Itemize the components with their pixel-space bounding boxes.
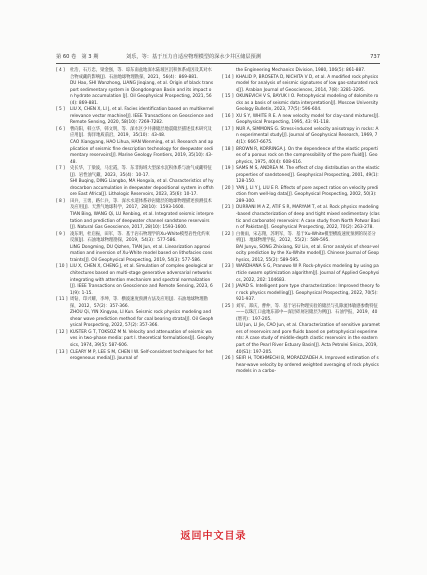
reference-text: BAI Junyu, SONG Zhixiang, SU Lin, et al. Error analysis of shear-velocity prediction by the Xu-White model[J]. Chinese Journal of Geophysics, 2012, 55(2): 589-595. [236, 244, 379, 263]
reference-text: CLEARY M P, LEE S M, CHEN I W. Self-consistent techniques for heterogeneous media[J]. Journal of [70, 349, 213, 362]
header-rule [56, 63, 380, 64]
reference-text: ZHOU Qi, YIN Xingyao, LI Kun. Seismic rock physics modeling and shear wave prediction method for coal bearing strata[J]. Oil Geophysical Prospecting, 2022, 57(2): 357-366. [70, 310, 214, 329]
page-number: 737 [370, 54, 380, 60]
reference-entry [222, 114, 380, 127]
reference-number: [ 23 ] [222, 264, 234, 270]
reference-entry [222, 304, 380, 324]
reference-entry [222, 264, 380, 284]
reference-entry [56, 245, 214, 265]
reference-number: [ 4 ] [56, 68, 65, 73]
reference-number: [ 11 ] [56, 297, 68, 303]
reference-entry [222, 205, 380, 231]
reference-text: SHI Buqing, DING Liangbo, MA Hongxia, et al. Characteristics of hydrocarbon accumulation in deepwater depositional system in offshore East Africa[J]. Lithologic Reservoirs, 2023, 35(6): 10-17. [70, 179, 214, 198]
reference-text: LIU X, CHEN X, LI J, et al. Facies identification based on multikernel relevance vector machine[J]. IEEE Transactions on Geoscience and Remote Sensing, 2020, 58(10): 7269-7282. [70, 107, 214, 126]
reference-entry [56, 166, 214, 179]
reference-entry [56, 350, 214, 363]
reference-number: [ 25 ] [222, 303, 234, 309]
reference-entry [56, 264, 214, 297]
reference-text: 曹向阳，韩立华，韩文明，等．深水区少井薄储层地震储层描述技术研究及应用[J]．海洋地质前沿，2019，35(10)：43-48． [70, 126, 212, 139]
reference-entry [222, 232, 380, 245]
reference-entry [56, 232, 214, 245]
reference-entry [56, 68, 214, 81]
reference-entry [56, 199, 214, 212]
reference-entry [222, 186, 380, 206]
reference-text: 刘军，郑庆，曹仲，等．基于岩石物理实验的储层与孔隙流体敏感参数特征——以珠江口盆地东部中—深层碎屑岩储层为例[J]．石油学报，2019，40(增刊)：197-205． [236, 303, 378, 322]
reference-entry [222, 75, 380, 95]
reference-entry [56, 212, 214, 232]
reference-entry [222, 94, 380, 114]
reference-number: [ 16 ] [222, 113, 234, 119]
reference-text: DU Hao, SHI Wanzhong, LIANG Jinqiang, et al. Origin of black transport sedimentary system in Qiongdongnan Basin and its impact on hydrate accumulation [J]. Oil Geophysical Prospecting, 2021, 56(4): 869-881. [70, 81, 214, 106]
reference-entry [56, 179, 214, 199]
reference-text: JAVAD S. Intelligent pore type characterization: Improved theory for rock physics modelling[J]. Geophysical Prospecting, 2022, 70(5): 921-937. [236, 284, 380, 303]
reference-text: 杜浩，石万忠，梁金强，等．琼东南盆地深水陆坡区沉积体系成因及其对水合物成藏的影响[J]．石油地球物理勘探，2021，56(4)：869-881． [70, 68, 212, 80]
reference-entry [222, 127, 380, 147]
reference-text: 白俊雨，宋志翔，苏明军，等．基于Xu-White模型横波速度预测的误差分析[J]．地球物理学报，2012，55(2)：589-595． [236, 231, 376, 244]
reference-text: CAO Xiangyang, HAO Lihua, HAN Wenming, et al. Research and application of seismic fine description technology for deepwater sedimentary reservoirs[J]. Marine Geology Frontiers, 2019, 35(10): 43-48. [70, 140, 214, 165]
reference-entry [56, 127, 214, 140]
references-right-column [222, 68, 380, 376]
reference-number: [ 7 ] [56, 166, 65, 172]
reference-entry [222, 166, 380, 186]
reference-entry [56, 297, 214, 310]
reference-number: [ 12 ] [56, 329, 68, 335]
volume-issue: 第 60 卷 第 3 期 [56, 54, 99, 60]
reference-entry [56, 81, 214, 107]
back-to-chinese-contents-link[interactable]: 返回中文目录 [180, 531, 247, 542]
reference-text: KUSTER G T, TOKSOZ M N. Velocity and attenuation of seismic waves in two-phase media: part I. theoretical formulations[J]. Geophysics, 1974, 39(5): 587-606. [70, 329, 214, 348]
reference-number: [ 10 ] [56, 264, 68, 270]
reference-text: KHALID P, BROSETA D, NICHITA V D, et al. A modified rock physics model for analysis of seismic signatures of low gas-saturated rocks[J]. Arabian Journal of Geosciences, 2014, 7(8): 3281-3295. [236, 74, 379, 93]
reference-number: [ 26 ] [222, 356, 234, 362]
reference-entry [222, 147, 380, 167]
reference-text: YAN J, LI Y J, LIU E R. Effects of pore aspect ratios on velocity prediction from well-log data[J]. Geophysical Prospecting, 2002, 50(3): 289-300. [236, 185, 379, 204]
reference-number: [ 15 ] [222, 94, 234, 100]
reference-text: NUR A, SIMMONS G. Stress-induced velocity anisotropy in rocks: An experimental study[J]. Journal of Geophysical Research, 1969, 74(1): 6667-6675. [236, 126, 379, 146]
reference-number: [ 21 ] [222, 205, 234, 211]
reference-text: SEIFI H, TOKHMECHI B, MORADZADEH A. Improved estimation of shear-wave velocity by ordered weighted averaging of rock physics models in a carbo- [236, 356, 379, 375]
reference-number: [ 17 ] [222, 126, 234, 132]
reference-entry [56, 310, 214, 330]
reference-number: [ 22 ] [222, 231, 234, 237]
reference-text: LING Dongming, DU Qizhen, TIAN Jun, et al. Linearization approximation and inversion of Xu-White model based on lithofacies constraints[J]. Oil Geophysical Prospecting, 2019, 54(3): 577-586. [70, 244, 213, 263]
reference-text: TIAN Bing, WANG Qi, LU Renbing, et al. Integrated seismic interpretation and prediction of deepwater channel sandstone reservoirs[J]. Natural Gas Geoscience, 2017, 28(10): 1593-1600. [70, 212, 214, 231]
reference-text: 周钻，印兴耀，李坤，等．横波速度预测方法及应用[J]．石油地球物理勘探，2012，57(2)：357-366． [70, 297, 208, 309]
reference-text: SAMS M S, ANDREA M. The effect of clay distribution on the elastic properties of sandstones[J]. Geophysical Prospecting, 2001, 49(1): 128-150. [236, 166, 380, 185]
page-header [56, 52, 380, 62]
reference-entry [222, 323, 380, 356]
reference-number: [ 9 ] [56, 231, 65, 237]
reference-text: DURRANI M A Z, ATIF S R, MARYAM T, et al. Rock physics modeling-based characterization of deep and tight mixed sedimentary (clastic and carbonate) reservoirs: A case study from North Potwar Basin of Pakistan[J]. Geophysical Prospecting, 2022, 70(2): 263-278. [236, 205, 380, 231]
reference-text: BROWN R, KORRINGA J. On the dependence of the elastic properties of a porous rock on the compressibility of the pore fluid[J]. Geophysics, 1975, 40(4): 608-616. [236, 146, 379, 165]
reference-text: the Engineering Mechanics Division, 1980, 106(5): 861-887. [236, 68, 366, 73]
reference-number: [ 24 ] [222, 284, 234, 290]
reference-entry [56, 140, 214, 166]
reference-text: OKUNEVICH V S, BAYUK I O. Petrophysical modeling of dolomite rocks as a basis of seismic data interpretation[J]. Moscow University Geology Bulletin, 2023, 77(5): 596-604. [236, 94, 379, 113]
reference-text: WARDHANA S G, Pranowo W P. Rock-physics modeling by using particle swarm optimization algorithm[J]. Journal of Applied Geophysics, 2022, 202: 104683. [236, 264, 380, 283]
reference-number: [ 20 ] [222, 185, 234, 191]
reference-number: [ 5 ] [56, 107, 65, 113]
reference-entry [222, 356, 380, 376]
reference-text: 凌东明，杜启振，田军，等．基于岩石物理学的Xu-White模型岩性化约束反演[J]．石油地球物理勘探，2019，54(3)：577-586． [70, 231, 210, 244]
reference-number: [ 19 ] [222, 166, 234, 172]
reference-number: [ 8 ] [56, 198, 65, 204]
reference-text: XU S Y, WHITE R E. A new velocity model for clay-sand mixtures[J]. Geophysical Prospecting, 1995, 43: 91-118. [236, 113, 380, 126]
reference-entry [56, 330, 214, 350]
reference-number: [ 13 ] [56, 349, 68, 355]
reference-text: 田兵，王勇，路仁兵，等．深水水道体系砂岩储层的地球物理描述预测技术及应用[J]．天然气地球科学，2017，28(10)：1593-1600． [70, 198, 212, 211]
reference-entry [222, 245, 380, 265]
running-title: 刘乐，等：基于压力自适应物理模型的深水少井区储层预测 [126, 54, 261, 60]
reference-entry [56, 107, 214, 127]
reference-text: LIU Jun, LI Jie, CAO Jun, et al. Characterization of sensitive parameters of reservoirs and pore fluids based on petrophysical experiments: A case study of middle-depth clastic reservoirs in the eastern part of the Pearl River Estuary Basin[J]. Acta Petrolei Sinica, 2019, 40(S1): 197-205. [236, 323, 380, 355]
reference-entry [222, 284, 380, 304]
reference-number: [ 14 ] [222, 74, 234, 80]
reference-number: [ 6 ] [56, 126, 65, 132]
reference-text: LIU X, CHEN X, CHENG J, et al. Simulation of complex geological architectures based on multi-stage generative adversarial networks integrating with attention mechanism and spectral normalization[J]. IEEE Transactions on Geoscience and Remote Sensing, 2023, 61(9): 1-15. [70, 264, 214, 296]
reference-text: 史长华，丁梁波，马宏霞，等．东非海域大型深水沉积体系与油气成藏特征[J]．岩性油气藏，2023，35(4)：10-17． [70, 166, 212, 178]
reference-number: [ 18 ] [222, 146, 234, 152]
references-left-column [56, 68, 214, 363]
